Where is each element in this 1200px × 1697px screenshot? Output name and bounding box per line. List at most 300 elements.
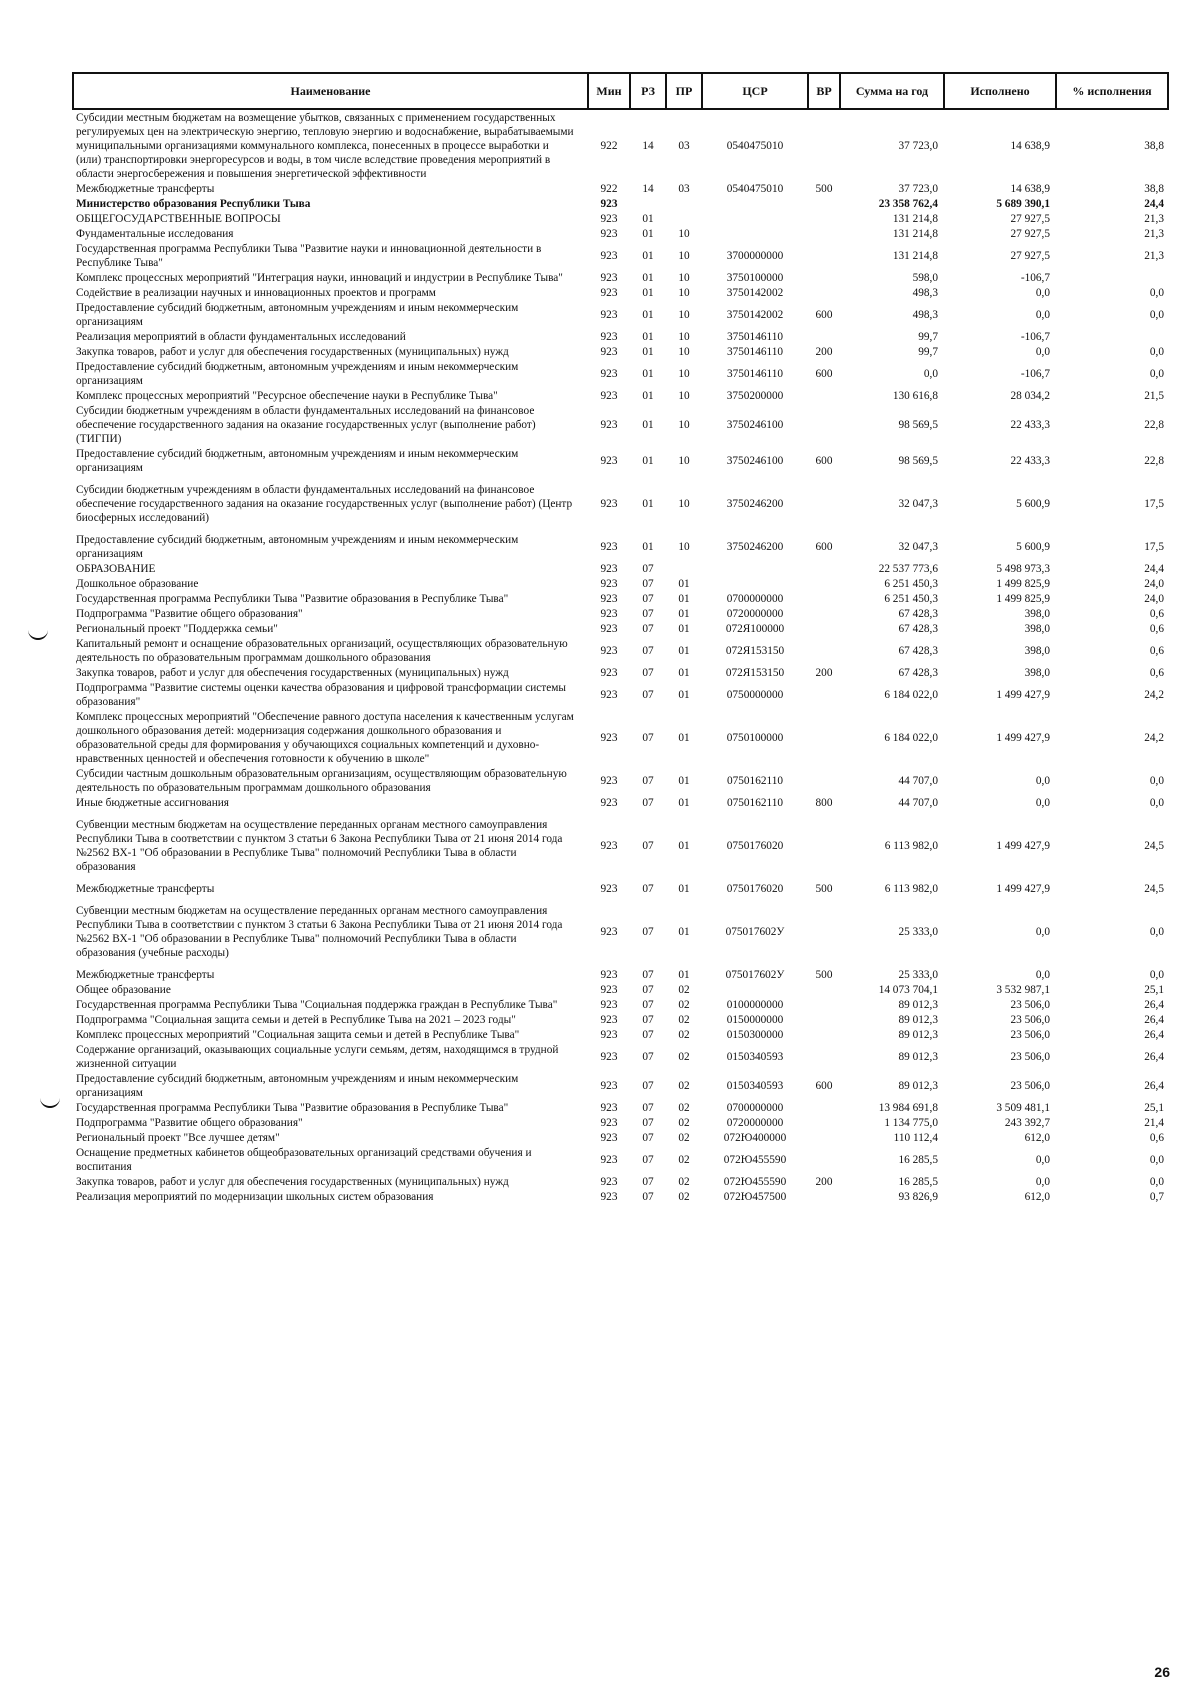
cell-name: Комплекс процессных мероприятий "Социальная защита семьи и детей в Республике Тыва" [76,1029,520,1041]
cell-sum: 6 251 450,3 [884,578,938,590]
cell-pr: 02 [678,1191,690,1203]
cell-pct: 0,6 [1149,667,1164,679]
cell-name: Государственная программа Республики Тыва "Развитие науки и инновационной деятельности в Республике Тыва" [76,243,542,269]
table-row [73,591,1168,606]
table-row [73,181,1168,196]
cell-rz: 07 [642,1176,654,1188]
table-row [73,211,1168,226]
cell-csr: 072Я153150 [725,667,785,679]
table-body [73,109,1168,1204]
cell-rz: 01 [642,419,654,431]
cell-name: Межбюджетные трансферты [76,969,215,981]
cell-rz: 01 [642,331,654,343]
cell-done: 0,0 [1035,346,1050,358]
cell-name: Региональный проект "Поддержка семьи" [76,623,278,635]
cell-csr: 072Я153150 [725,645,785,657]
cell-pct: 21,3 [1144,213,1164,225]
cell-vr: 200 [815,346,833,358]
cell-sum: 131 214,8 [892,228,938,240]
cell-name: ОБЩЕГОСУДАРСТВЕННЫЕ ВОПРОСЫ [76,213,281,225]
table-row [73,1027,1168,1042]
cell-name: Дошкольное образование [76,578,199,590]
cell-name: Оснащение предметных кабинетов общеобразовательных организаций средствами обучения и воспитания [76,1147,532,1173]
table-row [73,1130,1168,1145]
table-row [73,285,1168,300]
cell-min: 923 [600,250,618,262]
header-done: Исполнено [944,73,1056,109]
cell-name: Комплекс процессных мероприятий "Ресурсное обеспечение науки в Республике Тыва" [76,390,498,402]
cell-min: 923 [600,623,618,635]
cell-pct: 0,6 [1149,1132,1164,1144]
cell-min: 923 [600,309,618,321]
table-row [73,1174,1168,1189]
cell-vr [808,211,840,226]
cell-sum: 44 707,0 [898,797,938,809]
cell-sum: 44 707,0 [898,775,938,787]
table-row [73,621,1168,636]
cell-pr: 01 [678,883,690,895]
cell-sum: 131 214,8 [892,213,938,225]
cell-min: 923 [600,563,618,575]
cell-name: Государственная программа Республики Тыва "Развитие образования в Республике Тыва" [76,593,509,605]
table-row [73,196,1168,211]
cell-pct: 26,4 [1144,1051,1164,1063]
cell-pr: 01 [678,775,690,787]
cell-sum: 14 073 704,1 [878,984,938,996]
cell-min: 923 [600,390,618,402]
cell-min: 923 [600,1014,618,1026]
cell-pr: 01 [678,926,690,938]
cell-done: 23 506,0 [1010,1029,1050,1041]
cell-rz: 07 [642,1191,654,1203]
cell-min: 923 [600,593,618,605]
cell-vr: 500 [815,969,833,981]
cell-pct: 24,0 [1144,593,1164,605]
cell-pr: 01 [678,608,690,620]
table-row [73,1189,1168,1204]
cell-name: Межбюджетные трансферты [76,183,215,195]
cell-min: 923 [600,1154,618,1166]
cell-csr: 3750100000 [726,272,784,284]
cell-pr: 01 [678,797,690,809]
header-sum: Сумма на год [840,73,944,109]
cell-sum: 0,0 [923,368,938,380]
table-row [73,109,1168,181]
cell-vr [808,606,840,621]
cell-pct: 26,4 [1144,1080,1164,1092]
cell-sum: 6 184 022,0 [884,689,938,701]
cell-vr [808,561,840,576]
cell-min: 923 [600,419,618,431]
cell-vr [808,576,840,591]
cell-vr: 600 [815,541,833,553]
cell-min: 923 [600,368,618,380]
cell-pr: 02 [678,1154,690,1166]
cell-vr [808,270,840,285]
cell-csr [702,561,808,576]
cell-name: Комплекс процессных мероприятий "Интеграция науки, инноваций и индустрии в Республике Тыва" [76,272,563,284]
table-row [73,874,1168,896]
cell-csr: 0750100000 [726,732,784,744]
cell-min: 923 [600,346,618,358]
cell-done: 5 600,9 [1016,498,1050,510]
cell-rz: 07 [642,1080,654,1092]
cell-pct: 0,0 [1149,926,1164,938]
table-row [73,982,1168,997]
table-row [73,270,1168,285]
cell-min: 923 [600,1080,618,1092]
cell-rz: 07 [642,1014,654,1026]
cell-done: 398,0 [1024,608,1050,620]
pen-mark [40,1094,60,1108]
table-row [73,359,1168,388]
cell-min: 923 [600,331,618,343]
cell-pct: 24,5 [1144,840,1164,852]
cell-rz: 01 [642,309,654,321]
cell-vr [808,896,840,960]
cell-csr: 0720000000 [726,608,784,620]
cell-done: 0,0 [1035,309,1050,321]
cell-done: 23 506,0 [1010,1051,1050,1063]
cell-vr [808,388,840,403]
table-row [73,1071,1168,1100]
table-row [73,344,1168,359]
cell-pr: 03 [678,183,690,195]
cell-sum: 25 333,0 [898,926,938,938]
cell-pr: 10 [678,346,690,358]
cell-done: 27 927,5 [1010,213,1050,225]
cell-done: 0,0 [1035,1154,1050,1166]
cell-done: 0,0 [1035,1176,1050,1188]
cell-pct: 0,0 [1149,969,1164,981]
cell-sum: 99,7 [918,331,938,343]
cell-vr: 500 [815,183,833,195]
cell-min: 923 [600,1191,618,1203]
table-row [73,1115,1168,1130]
cell-pr: 02 [678,1080,690,1092]
cell-pr: 10 [678,250,690,262]
cell-pr: 02 [678,1014,690,1026]
cell-pct: 0,6 [1149,608,1164,620]
cell-pr: 01 [678,623,690,635]
cell-csr: 075017602У [725,926,785,938]
cell-done: 398,0 [1024,667,1050,679]
cell-sum: 13 984 691,8 [878,1102,938,1114]
cell-pr: 02 [678,999,690,1011]
cell-csr: 3750246100 [726,419,784,431]
cell-min: 923 [600,883,618,895]
cell-min: 923 [600,840,618,852]
cell-csr: 0750162110 [726,775,784,787]
cell-min: 923 [600,455,618,467]
cell-vr [808,196,840,211]
cell-pr: 02 [678,1051,690,1063]
cell-rz: 07 [642,645,654,657]
cell-pct: 21,5 [1144,390,1164,402]
table-row [73,896,1168,960]
cell-done: 28 034,2 [1010,390,1050,402]
cell-pr: 02 [678,1029,690,1041]
cell-rz: 07 [642,1132,654,1144]
cell-csr [702,226,808,241]
cell-min: 923 [600,1132,618,1144]
cell-name: Предоставление субсидий бюджетным, автономным учреждениям и иным некоммерческим организациям [76,1073,519,1099]
cell-csr: 072Ю400000 [723,1132,787,1144]
cell-name: Общее образование [76,984,171,996]
cell-name: Субсидии местным бюджетам на возмещение убытков, связанных с применением государственных регулируемых цен на электрическую энергию, тепловую энергию и водоснабжение, вырабатываемыми муниципальными организациями коммунального комплекса, понесенных в процессе выработки и (или) транспортировки энергоресурсов и воды, в том числе вследствие проведения мероприятий в области энергосбережения и повышения энергетической эффективности [76,112,574,180]
cell-csr: 0750176020 [726,840,784,852]
table-row [73,1100,1168,1115]
cell-min: 923 [600,645,618,657]
cell-vr [808,403,840,446]
cell-min: 922 [600,183,618,195]
table-header [73,73,1168,109]
cell-done: -106,7 [1020,368,1050,380]
cell-csr: 075017602У [725,969,785,981]
cell-pr: 03 [678,140,690,152]
cell-vr [808,982,840,997]
cell-pct: 24,2 [1144,689,1164,701]
cell-sum: 99,7 [918,346,938,358]
table-row [73,576,1168,591]
table-row [73,795,1168,810]
cell-pct: 21,4 [1144,1117,1164,1129]
cell-csr [702,196,808,211]
cell-pr: 10 [678,368,690,380]
cell-pct: 0,0 [1149,775,1164,787]
cell-done: 3 509 481,1 [996,1102,1050,1114]
cell-pct: 0,0 [1149,287,1164,299]
cell-sum: 131 214,8 [892,250,938,262]
cell-sum: 6 113 982,0 [884,883,938,895]
cell-min: 923 [600,608,618,620]
table-row [73,665,1168,680]
cell-rz: 07 [642,969,654,981]
cell-csr: 072Я100000 [725,623,785,635]
cell-done: 22 433,3 [1010,419,1050,431]
cell-vr: 200 [815,667,833,679]
cell-sum: 98 569,5 [898,455,938,467]
cell-name: Подпрограмма "Развитие общего образования" [76,608,303,620]
cell-pr: 02 [678,1117,690,1129]
cell-name: Закупка товаров, работ и услуг для обеспечения государственных (муниципальных) нужд [76,1176,509,1188]
cell-name: Субвенции местным бюджетам на осуществление переданных органам местного самоуправления Республики Тыва в соответствии с пунктом 3 статьи 6 Закона Республики Тыва от 21 июня 2014 года №2562 ВХ-1 "Об образовании в Республике Тыва" полномочий Республики Тыва в области образования [76,819,563,873]
cell-csr: 3750200000 [726,390,784,402]
cell-pr [666,196,702,211]
cell-min: 923 [600,732,618,744]
cell-rz: 01 [642,250,654,262]
cell-min: 923 [600,287,618,299]
cell-sum: 89 012,3 [898,1080,938,1092]
cell-rz [630,196,666,211]
cell-vr: 600 [815,455,833,467]
cell-pct: 0,7 [1149,1191,1164,1203]
cell-rz: 07 [642,1029,654,1041]
cell-name: Реализация мероприятий в области фундаментальных исследований [76,331,406,343]
cell-csr [702,211,808,226]
cell-pr: 10 [678,309,690,321]
cell-sum: 1 134 775,0 [884,1117,938,1129]
cell-vr [808,1130,840,1145]
cell-rz: 14 [642,140,654,152]
cell-sum: 67 428,3 [898,667,938,679]
cell-name: Государственная программа Республики Тыва "Развитие образования в Республике Тыва" [76,1102,509,1114]
cell-pr: 10 [678,419,690,431]
cell-done: 1 499 427,9 [996,883,1050,895]
header-pr: ПР [666,73,702,109]
table-row [73,446,1168,475]
cell-csr: 0540475010 [726,140,784,152]
cell-vr [808,810,840,874]
cell-done: 5 600,9 [1016,541,1050,553]
cell-vr: 800 [815,797,833,809]
cell-vr [808,636,840,665]
cell-csr: 0750162110 [726,797,784,809]
cell-vr [808,1027,840,1042]
cell-pr: 10 [678,541,690,553]
cell-pr: 10 [678,331,690,343]
cell-pr [666,561,702,576]
cell-csr: 0150300000 [726,1029,784,1041]
cell-pct: 24,2 [1144,732,1164,744]
cell-sum: 98 569,5 [898,419,938,431]
cell-done: 0,0 [1035,287,1050,299]
cell-sum: 6 251 450,3 [884,593,938,605]
cell-pr: 10 [678,228,690,240]
header-rz: РЗ [630,73,666,109]
cell-sum: 598,0 [912,272,938,284]
cell-rz: 07 [642,926,654,938]
cell-name: Содержание организаций, оказывающих социальные услуги семьям, детям, находящимся в трудной жизненной ситуации [76,1044,559,1070]
table-row [73,241,1168,270]
cell-min: 923 [600,775,618,787]
cell-rz: 07 [642,1051,654,1063]
cell-sum: 110 112,4 [893,1132,938,1144]
cell-rz: 01 [642,390,654,402]
cell-done: 14 638,9 [1010,183,1050,195]
cell-min: 923 [600,228,618,240]
cell-pct: 21,3 [1144,228,1164,240]
cell-pct: 0,6 [1149,645,1164,657]
cell-csr: 3750142002 [726,309,784,321]
cell-name: Предоставление субсидий бюджетным, автономным учреждениям и иным некоммерческим организациям [76,302,519,328]
cell-rz: 07 [642,623,654,635]
table-row [73,1042,1168,1071]
cell-name: Иные бюджетные ассигнования [76,797,229,809]
cell-done: 27 927,5 [1010,250,1050,262]
budget-execution-document [72,72,1167,1204]
cell-done: 22 433,3 [1010,455,1050,467]
cell-pct: 25,1 [1144,1102,1164,1114]
cell-pr: 01 [678,969,690,981]
cell-rz: 07 [642,883,654,895]
cell-pct [1056,329,1168,344]
cell-csr: 0150000000 [726,1014,784,1026]
table-row [73,680,1168,709]
cell-pr: 01 [678,667,690,679]
cell-pr: 10 [678,287,690,299]
cell-done: 23 506,0 [1010,1014,1050,1026]
cell-done: 243 392,7 [1004,1117,1050,1129]
cell-csr: 0720000000 [726,1117,784,1129]
cell-done: 398,0 [1024,645,1050,657]
cell-csr: 0750000000 [726,689,784,701]
cell-min: 923 [600,1029,618,1041]
cell-pr [666,211,702,226]
cell-vr: 600 [815,309,833,321]
cell-sum: 67 428,3 [898,623,938,635]
cell-vr [808,591,840,606]
cell-name: Предоставление субсидий бюджетным, автономным учреждениям и иным некоммерческим организациям [76,534,519,560]
cell-sum: 89 012,3 [898,1051,938,1063]
cell-done: 14 638,9 [1010,140,1050,152]
cell-done: 0,0 [1035,797,1050,809]
cell-done: -106,7 [1020,272,1050,284]
cell-min: 923 [600,578,618,590]
cell-rz: 14 [642,183,654,195]
cell-csr: 0700000000 [726,1102,784,1114]
cell-rz: 01 [642,272,654,284]
cell-rz: 01 [642,541,654,553]
cell-rz: 07 [642,667,654,679]
cell-name: Капитальный ремонт и оснащение образовательных организаций, осуществляющих образовательную деятельность по образовательным программам дошкольного образования [76,638,568,664]
cell-csr: 072Ю457500 [723,1191,787,1203]
cell-pct [1056,270,1168,285]
cell-vr [808,1189,840,1204]
table-row [73,475,1168,525]
cell-sum: 37 723,0 [898,140,938,152]
cell-pct: 0,0 [1149,346,1164,358]
table-row [73,960,1168,982]
cell-rz: 07 [642,732,654,744]
cell-pct: 21,3 [1144,250,1164,262]
cell-rz: 07 [642,578,654,590]
table-row [73,766,1168,795]
cell-done: 0,0 [1035,969,1050,981]
cell-vr [808,621,840,636]
cell-done: 612,0 [1024,1132,1050,1144]
cell-pct: 25,1 [1144,984,1164,996]
cell-pr: 01 [678,732,690,744]
cell-rz: 07 [642,999,654,1011]
table-row [73,525,1168,561]
cell-rz: 07 [642,1154,654,1166]
cell-done: 398,0 [1024,623,1050,635]
cell-pr: 10 [678,390,690,402]
cell-sum: 25 333,0 [898,969,938,981]
cell-sum: 89 012,3 [898,1029,938,1041]
cell-pct: 38,8 [1144,140,1164,152]
cell-pr: 01 [678,689,690,701]
cell-pct: 17,5 [1144,498,1164,510]
cell-csr: 072Ю455590 [723,1154,787,1166]
cell-name: Межбюджетные трансферты [76,883,215,895]
header-pct: % исполнения [1056,73,1168,109]
cell-rz: 07 [642,1117,654,1129]
cell-min: 923 [600,272,618,284]
cell-min: 923 [600,541,618,553]
cell-done: 5 498 973,3 [996,563,1050,575]
cell-min: 922 [600,140,618,152]
pen-mark [28,626,48,640]
cell-min: 923 [600,1176,618,1188]
cell-name: Содействие в реализации научных и инновационных проектов и программ [76,287,436,299]
cell-csr: 3750246200 [726,498,784,510]
cell-name: Подпрограмма "Развитие системы оценки качества образования и цифровой трансформации системы образования" [76,682,566,708]
cell-name: ОБРАЗОВАНИЕ [76,563,156,575]
cell-pct: 26,4 [1144,1029,1164,1041]
cell-name: Подпрограмма "Социальная защита семьи и детей в Республике Тыва на 2021 – 2023 годы" [76,1014,516,1026]
